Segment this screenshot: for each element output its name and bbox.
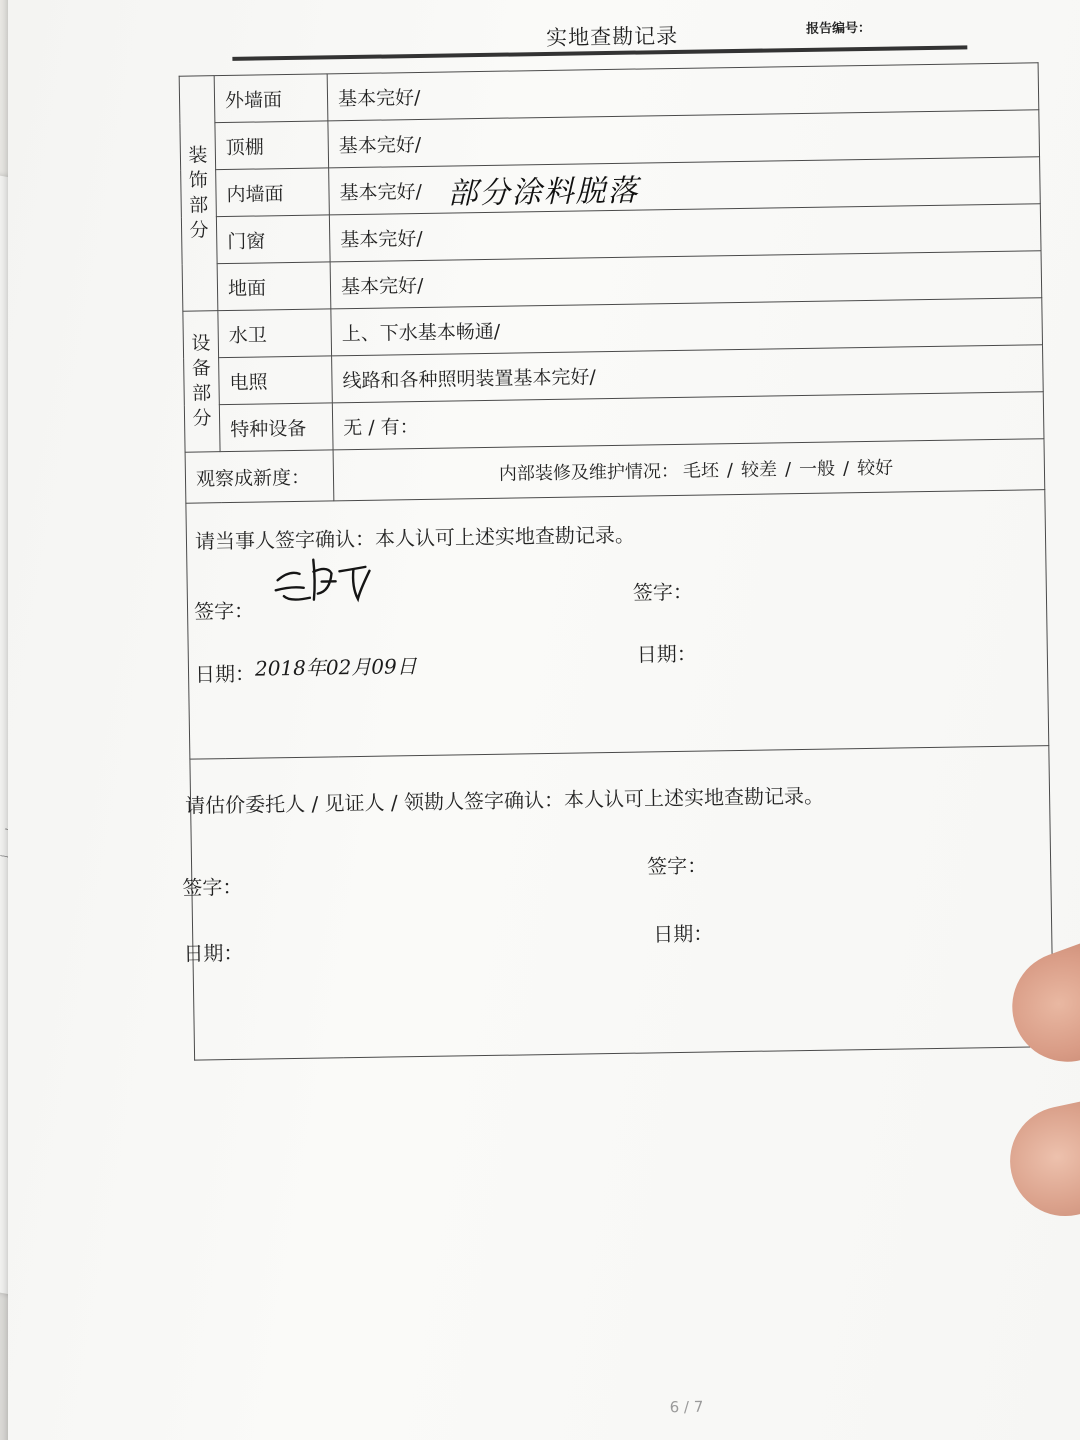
status-text: 基本完好/: [338, 133, 422, 157]
status-text: 基本完好/: [340, 274, 424, 298]
maintenance-label: 内部装修及维护情况：: [498, 460, 680, 485]
row-item-label: 水卫: [218, 309, 332, 358]
party-confirm-box: [186, 490, 1049, 759]
document-paper: [8, 0, 1080, 1440]
row-item-label: 内墙面: [216, 168, 330, 217]
decoration-group-cell: [179, 76, 218, 312]
row-item-label: 门窗: [216, 215, 330, 264]
row-item-label: 顶棚: [215, 121, 329, 170]
row-item-label: 特种设备: [219, 403, 333, 452]
row-status-value: 线路和各种照明装置基本完好/: [332, 345, 1044, 403]
party-sign-label-right: 签字：: [632, 579, 694, 605]
row-item-label: 电照: [219, 356, 333, 405]
option-rough: 毛坯: [682, 460, 720, 482]
client-date-label: 日期：: [183, 940, 244, 966]
handwritten-signature: [269, 551, 380, 613]
client-confirm-statement: 请估价委托人 / 见证人 / 领勘人签字确认：本人认可上述实地查勘记录。: [184, 783, 825, 818]
row-item-label: 地面: [217, 262, 331, 311]
party-sign-label: 签字：: [193, 598, 255, 624]
handwritten-date: 2018年02月09日: [254, 654, 417, 681]
client-date-label-right: 日期：: [653, 921, 714, 947]
option-good: 较好: [856, 457, 894, 480]
observation-label: 观察成新度：: [185, 450, 334, 503]
party-date-label: 日期：: [194, 661, 256, 687]
status-text: 基本完好/: [340, 227, 423, 251]
option-separator: /: [842, 458, 850, 480]
party-date-label-right: 日期：: [636, 641, 697, 667]
page-number: 6 / 7: [669, 1397, 704, 1417]
equipment-group-label: 设备部分: [191, 332, 212, 430]
option-fair: 一般: [798, 458, 836, 481]
page-title: 实地查勘记录: [545, 23, 679, 50]
handwritten-note: 部分涂料脱落: [447, 173, 640, 212]
report-number-label: 报告编号：: [805, 20, 872, 37]
status-text: 基本完好/: [339, 180, 423, 204]
row-item-label: 外墙面: [214, 74, 328, 123]
decoration-group-label: 装饰部分: [188, 144, 209, 242]
party-confirm-statement: 请当事人签字确认：本人认可上述实地查勘记录。: [194, 522, 636, 554]
client-sign-label-right: 签字：: [646, 853, 708, 879]
party-confirm-row: [186, 490, 1049, 759]
client-confirm-box: [182, 746, 1054, 1060]
row-status-value: 上、下水基本畅通/: [331, 298, 1043, 356]
option-poor: 较差: [740, 459, 778, 481]
status-text: 基本完好/: [337, 86, 421, 110]
client-sign-label: 签字：: [182, 874, 243, 900]
inspection-table: [179, 62, 1054, 1060]
row-status-value: 无 / 有：: [332, 392, 1044, 450]
client-confirm-row: [190, 746, 1054, 1060]
equipment-group-cell: [183, 311, 220, 453]
option-separator: /: [726, 460, 734, 482]
option-separator: /: [784, 459, 792, 481]
